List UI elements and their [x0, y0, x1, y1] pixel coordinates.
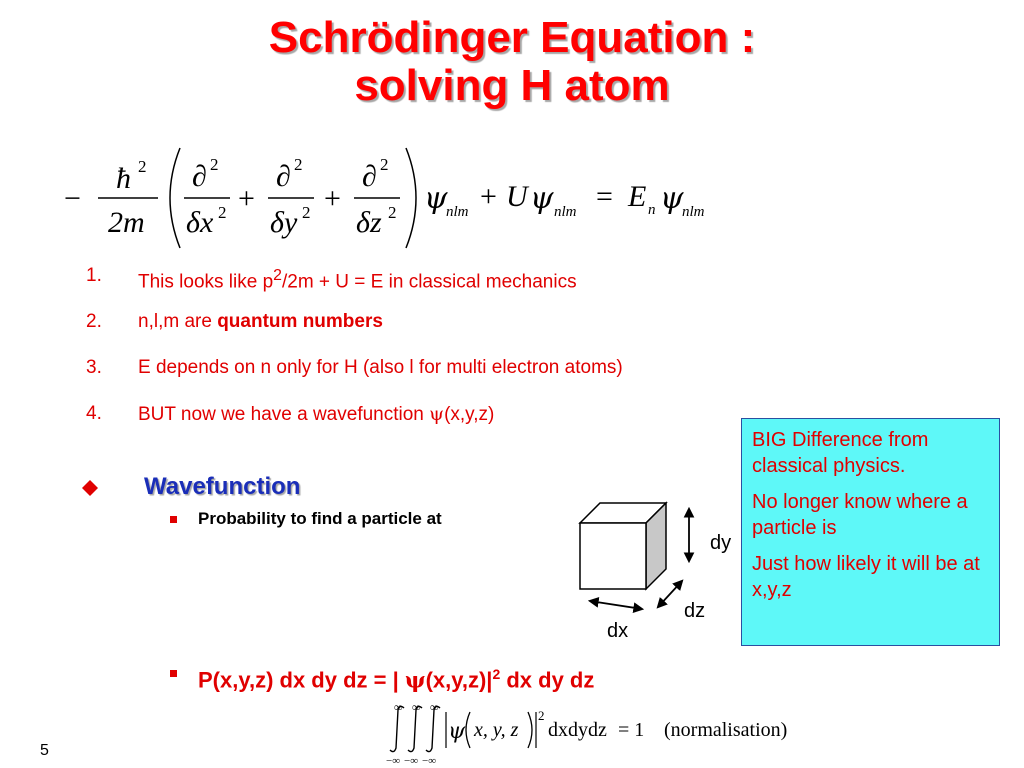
eq-dx-exp: 2 [218, 203, 227, 222]
formula-part: (x,y,z)| [425, 667, 493, 693]
eq-partial-2: ∂ [276, 160, 291, 193]
eq-E: E [628, 180, 647, 213]
norm-psi: ψ [448, 719, 466, 744]
eq-plus-1: + [238, 182, 255, 215]
probability-text: Probability to find a particle at [198, 509, 442, 528]
title-line-1: Schrödinger Equation : [268, 13, 756, 62]
norm-paren-left [466, 712, 470, 748]
eq-partial-2-exp: 2 [294, 155, 303, 174]
list-number: 1. [86, 265, 102, 286]
list-bold-text: quantum numbers [217, 311, 383, 332]
eq-paren-right [406, 148, 416, 248]
eq-hbar-exp: 2 [138, 157, 147, 176]
list-text [138, 310, 383, 356]
label-dx: dx [607, 620, 629, 642]
list-text-part: n,l,m are [138, 311, 218, 332]
eq-plus-2: + [324, 182, 341, 215]
norm-differentials: dxdydz [548, 719, 607, 741]
integral-lower-2: −∞ [404, 755, 419, 766]
eq-denominator: 2m [108, 206, 145, 239]
psi-symbol: ψ [404, 667, 426, 694]
list-item [86, 264, 786, 310]
list-number: 2. [86, 311, 102, 332]
norm-paren-right [528, 712, 532, 748]
norm-exp: 2 [538, 708, 545, 723]
normalisation-equation [384, 700, 814, 766]
eq-partial-1: ∂ [192, 160, 207, 193]
integral-upper-3: ∞ [430, 700, 439, 714]
eq-partial-3-exp: 2 [380, 155, 389, 174]
eq-partial-1-exp: 2 [210, 155, 219, 174]
wavefunction-heading: Wavefunction [144, 473, 301, 500]
eq-psi-3: ψ [660, 181, 684, 216]
list-number: 3. [86, 357, 102, 378]
label-dz: dz [684, 600, 706, 622]
list-text-part: (x,y,z) [444, 404, 495, 425]
formula-superscript: 2 [492, 666, 501, 682]
integral-upper-2: ∞ [412, 700, 421, 714]
eq-dz-exp: 2 [388, 203, 397, 222]
list-item [86, 310, 786, 356]
callout-box [741, 418, 1000, 646]
eq-paren-left [170, 148, 180, 248]
list-number: 4. [86, 403, 102, 424]
page-number: 5 [40, 742, 49, 759]
numbered-list [86, 264, 786, 448]
eq-plus-3: + [480, 180, 497, 213]
title-line-2: solving H atom [354, 61, 670, 110]
list-superscript: 2 [273, 267, 282, 284]
callout-line-2: No longer know where a particle is [752, 491, 968, 539]
eq-dz: δz [356, 206, 382, 239]
list-text-part: BUT now we have a wavefunction [138, 404, 430, 425]
eq-partial-3: ∂ [362, 160, 377, 193]
list-text [138, 402, 494, 448]
norm-note: (normalisation) [664, 719, 788, 741]
callout-line-3: Just how likely it will be at x,y,z [752, 553, 980, 601]
psi-symbol: ψ [429, 403, 445, 425]
schrodinger-equation [62, 140, 742, 250]
formula-part: P(x,y,z) dx dy dz = | [198, 667, 405, 693]
eq-minus: − [64, 182, 81, 215]
eq-dx: δx [186, 206, 214, 239]
integral-lower-1: −∞ [386, 755, 401, 766]
callout-line-1: BIG Difference from classical physics. [752, 429, 929, 477]
dx-arrow [590, 601, 642, 609]
eq-sub-nlm-1: nlm [446, 204, 469, 220]
list-text [138, 264, 577, 310]
dz-arrow [658, 581, 682, 607]
eq-psi-1: ψ [424, 181, 448, 216]
volume-element-cube [570, 495, 730, 645]
probability-formula [198, 660, 594, 694]
eq-U: U [506, 180, 528, 213]
slide-title [0, 14, 1024, 110]
formula-part: dx dy dz [500, 667, 595, 693]
eq-dy: δy [270, 206, 298, 239]
eq-sub-nlm-2: nlm [554, 204, 577, 220]
eq-sub-n: n [648, 202, 656, 218]
eq-dy-exp: 2 [302, 203, 311, 222]
norm-args: x, y, z [474, 719, 519, 741]
eq-equals: = [596, 180, 613, 213]
eq-hbar: ħ [116, 162, 131, 195]
eq-sub-nlm-3: nlm [682, 204, 705, 220]
list-item [86, 356, 786, 402]
square-bullet-icon [170, 670, 177, 677]
list-item [86, 402, 786, 448]
eq-psi-2: ψ [530, 181, 554, 216]
integral-upper-1: ∞ [394, 700, 403, 714]
list-text: E depends on n only for H (also l for multi electron atoms) [138, 357, 623, 378]
cube-front-face [580, 523, 646, 589]
list-text-part: /2m + U = E in classical mechanics [281, 271, 577, 293]
diamond-bullet-icon [80, 478, 100, 498]
label-dy: dy [710, 532, 732, 554]
square-bullet-icon [170, 516, 177, 523]
norm-equals-one: = 1 [618, 719, 645, 741]
list-text-part: This looks like p [138, 271, 274, 293]
integral-lower-3: −∞ [422, 755, 437, 766]
